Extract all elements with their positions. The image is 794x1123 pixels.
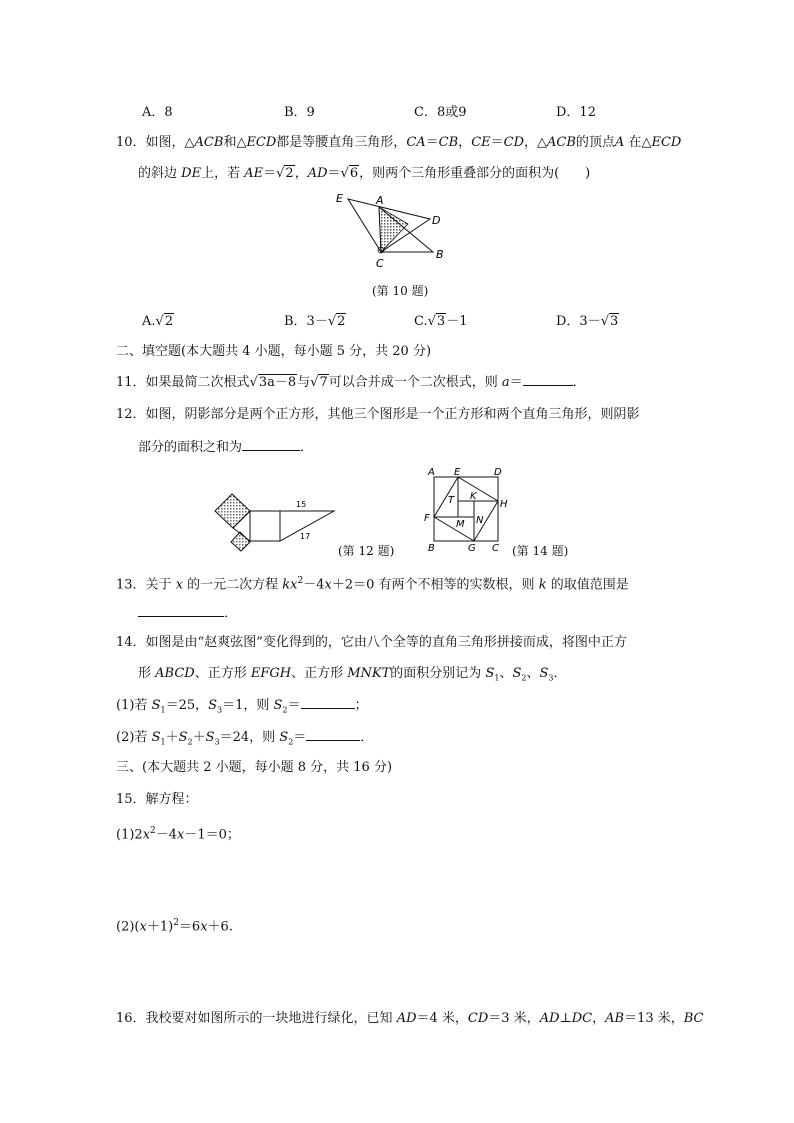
q10-option-b: B．3－√2 — [284, 314, 346, 329]
math-var: ACB — [194, 135, 224, 150]
text: ， — [294, 166, 308, 181]
label-a: A — [376, 194, 384, 207]
text: ＝ — [327, 166, 341, 181]
math-var: MNKT — [347, 666, 391, 681]
text: －4 — [155, 827, 178, 843]
answer-blank[interactable] — [242, 438, 300, 451]
subscript: 2 — [187, 737, 193, 747]
radicand: 3 — [610, 314, 619, 329]
q14-line1: 14．如图是由“赵爽弦图”变化得到的，它由八个全等的直角三角形拼接而成，将图中正方 — [116, 635, 627, 650]
text: ＝25， — [165, 698, 209, 713]
label-m: M — [456, 519, 465, 530]
section-2-heading: 二、填空题(本大题共 4 小题，每小题 5 分，共 20 分) — [116, 344, 432, 359]
text: ． — [224, 606, 238, 621]
math-var: CD — [503, 135, 525, 150]
label-t: T — [448, 495, 455, 506]
label-17: 17 — [300, 532, 311, 541]
math-var: S — [178, 730, 188, 745]
text: 的面积分别记为 — [390, 666, 486, 681]
text: ＝ — [425, 135, 439, 150]
label-e: E — [336, 192, 343, 205]
text: －4 — [303, 577, 325, 593]
answer-blank[interactable] — [301, 696, 355, 709]
math-var: AB — [605, 1011, 625, 1026]
subscript: 1 — [160, 737, 166, 747]
label-a: A — [428, 467, 435, 478]
text: ＝ — [293, 730, 307, 745]
math-var: DE — [181, 166, 202, 181]
subscript: 2 — [288, 737, 294, 747]
radicand: 3 — [436, 314, 446, 329]
square-abcd — [434, 477, 498, 541]
text: ＝3 米， — [488, 1011, 540, 1026]
math-var: ECD — [651, 135, 682, 150]
q9-option-a: A．8 — [142, 105, 173, 120]
label-c: C — [376, 257, 384, 270]
text: C. — [414, 314, 428, 329]
math-var: x — [142, 827, 151, 843]
text: 、正方形 — [194, 666, 251, 681]
text: 在△ — [624, 135, 652, 150]
text: －1 — [446, 314, 468, 329]
text: ＝ — [287, 698, 301, 713]
math-var: S — [485, 666, 495, 681]
text: ＋1) — [146, 919, 174, 935]
q9-option-d: D．12 — [556, 105, 596, 120]
q15-part2 — [116, 914, 233, 936]
label-c: C — [492, 543, 499, 554]
math-var: k — [538, 577, 547, 593]
q9-option-c: C．8或9 — [414, 105, 467, 120]
math-var: AD — [307, 166, 328, 181]
radicand: 2 — [164, 314, 174, 329]
figure-12 — [212, 490, 337, 558]
overlap-shaded-region — [379, 207, 408, 252]
math-var: S — [539, 666, 549, 681]
text: 的一元二次方程 — [183, 577, 283, 593]
math-var: EFGH — [250, 666, 292, 681]
radicand — [258, 374, 297, 390]
text: 的斜边 — [138, 166, 182, 181]
text: ＋2＝0 有两个不相等的实数根，则 — [331, 577, 539, 593]
math-var: S — [279, 730, 289, 745]
q14-part2 — [116, 728, 373, 752]
subscript: 1 — [160, 705, 166, 715]
text: A. — [142, 314, 156, 329]
q15-part1 — [116, 822, 240, 844]
q10-option-d: D．3－√3 — [556, 314, 619, 329]
figure-10 — [330, 190, 460, 270]
label-15: 15 — [296, 500, 307, 509]
text: B．3－ — [284, 314, 328, 329]
text: ＝1，则 — [222, 698, 274, 713]
text: ＝13 米， — [624, 1011, 684, 1026]
superscript: 2 — [173, 918, 179, 928]
q12-line2 — [138, 438, 313, 457]
square-efgh — [434, 477, 498, 541]
text: ，△ — [524, 135, 548, 150]
text: ＋ — [192, 730, 206, 745]
label-k: K — [470, 491, 477, 502]
caption-fig12: (第 12 题) — [338, 544, 395, 558]
math-var: x — [324, 577, 332, 593]
text: 的取值范围是 — [546, 577, 629, 593]
text: ＝ — [263, 166, 277, 181]
text: 如图，△ — [145, 135, 195, 150]
label-d: D — [494, 467, 502, 478]
text: －1＝0； — [184, 827, 240, 843]
math-var: x — [139, 919, 147, 935]
figure-14 — [422, 465, 510, 553]
text: ； — [354, 698, 368, 713]
math-var: a — [501, 375, 510, 390]
text: 16．我校要对如图所示的一块地进行绿化，已知 — [116, 1011, 397, 1026]
answer-blank[interactable] — [523, 373, 573, 386]
text: ，则两个三角形重叠部分的面积为( ) — [359, 166, 591, 181]
label-b: B — [428, 543, 435, 554]
text: ＝ — [509, 375, 523, 390]
math-var: x — [175, 577, 184, 593]
math-var: CA — [406, 135, 426, 150]
label-n: N — [476, 515, 484, 526]
label-h: H — [500, 499, 508, 510]
subscript: 2 — [521, 673, 527, 683]
text: 可以合并成一个二次根式，则 — [328, 375, 502, 390]
square-mnkt — [458, 501, 474, 517]
label-b: B — [436, 248, 444, 261]
label-f: F — [424, 513, 430, 524]
text: (1)若 — [116, 698, 152, 713]
q10-line1 — [116, 134, 681, 152]
text: 3a－8 — [258, 375, 297, 390]
text: 的顶点 — [575, 135, 615, 150]
subscript: 3 — [548, 673, 554, 683]
question-number: 10． — [116, 135, 146, 150]
center-square — [250, 511, 280, 541]
text: ＝6 — [178, 919, 201, 935]
math-var: BC — [683, 1011, 704, 1026]
math-var: S — [512, 666, 522, 681]
text: ． — [300, 440, 314, 455]
q10-option-a: A.√2 — [142, 314, 174, 329]
q10-line2: 的斜边 DE上，若 AE＝√2，AD＝√6，则两个三角形重叠部分的面积为( ) — [138, 166, 591, 181]
text: 、 — [526, 666, 540, 681]
text: ⊥ — [559, 1011, 572, 1026]
text: 都是等腰直角三角形， — [276, 135, 407, 150]
q13-line1 — [116, 572, 629, 594]
text: 形 — [138, 666, 156, 681]
caption-fig14: (第 14 题) — [512, 544, 569, 558]
text: 上，若 — [201, 166, 245, 181]
text: ． — [360, 730, 374, 745]
section-3-heading: 三、(本大题共 2 小题，每小题 8 分，共 16 分) — [116, 760, 393, 775]
subscript: 3 — [217, 705, 223, 715]
text: ， — [592, 1011, 606, 1026]
math-var: S — [205, 730, 215, 745]
q13-line2 — [138, 604, 237, 623]
text: 和△ — [223, 135, 247, 150]
superscript: 2 — [150, 826, 156, 836]
math-var: CE — [471, 135, 491, 150]
text: ． — [572, 375, 586, 390]
text: ＋6. — [207, 919, 233, 935]
subscript: 3 — [214, 737, 220, 747]
label-e: E — [454, 467, 461, 478]
text: 部分的面积之和为 — [138, 440, 243, 455]
label-g: G — [468, 543, 476, 554]
math-var: A — [614, 135, 625, 150]
math-var: S — [151, 698, 161, 713]
text: 、正方形 — [291, 666, 348, 681]
q10-option-c: C.√3－1 — [414, 314, 468, 329]
text: ＝4 米， — [416, 1011, 468, 1026]
math-var: x — [177, 827, 185, 843]
subscript: 1 — [494, 673, 500, 683]
label-d: D — [432, 214, 441, 227]
q9-option-b: B．9 — [284, 105, 315, 120]
math-var: S — [151, 730, 161, 745]
math-var: DC — [571, 1011, 593, 1026]
text: ＋ — [165, 730, 179, 745]
text: ＝ — [490, 135, 504, 150]
math-var: AD — [539, 1011, 560, 1026]
text: (2)( — [116, 919, 140, 935]
math-var: ACB — [547, 135, 576, 150]
text: 、 — [499, 666, 513, 681]
text: (2)若 — [116, 730, 152, 745]
answer-blank[interactable] — [138, 604, 224, 617]
q14-line2 — [138, 665, 566, 688]
radicand: 6 — [349, 166, 359, 181]
q15-title: 15．解方程： — [116, 792, 198, 807]
math-var: CD — [467, 1011, 489, 1026]
text: ＝24，则 — [219, 730, 280, 745]
text: ． — [553, 666, 567, 681]
math-var: AE — [244, 166, 264, 181]
math-var: S — [208, 698, 218, 713]
math-var: ABCD — [155, 666, 195, 681]
math-var: kx — [282, 577, 298, 593]
shaded-square-large — [215, 494, 250, 528]
q14-part1 — [116, 696, 368, 720]
math-var: x — [200, 919, 208, 935]
q11: 11．如果最简二次根式√3a－8与√7可以合并成一个二次根式，则 a＝ ． — [116, 375, 586, 390]
shaded-square-small — [231, 532, 250, 551]
text: 13．关于 — [116, 577, 176, 593]
radicand: 2 — [337, 314, 346, 329]
text: D．3－ — [556, 314, 601, 329]
radicand: 7 — [319, 375, 328, 390]
text: 与 — [297, 375, 311, 390]
math-var: ECD — [246, 135, 277, 150]
radicand: 2 — [285, 166, 294, 181]
text: ， — [458, 135, 472, 150]
q16-line1 — [116, 1010, 704, 1028]
q12-line1: 12．如图，阴影部分是两个正方形，其他三个图形是一个正方形和两个直角三角形，则阴影 — [116, 407, 640, 422]
answer-blank[interactable] — [306, 728, 360, 741]
text: 11．如果最简二次根式 — [116, 375, 250, 390]
math-var: S — [273, 698, 283, 713]
subscript: 2 — [282, 705, 288, 715]
math-var: AD — [396, 1011, 417, 1026]
superscript: 2 — [297, 576, 304, 586]
caption-fig10: (第 10 题) — [372, 284, 429, 298]
math-var: CB — [438, 135, 459, 150]
text: (1)2 — [116, 827, 143, 843]
